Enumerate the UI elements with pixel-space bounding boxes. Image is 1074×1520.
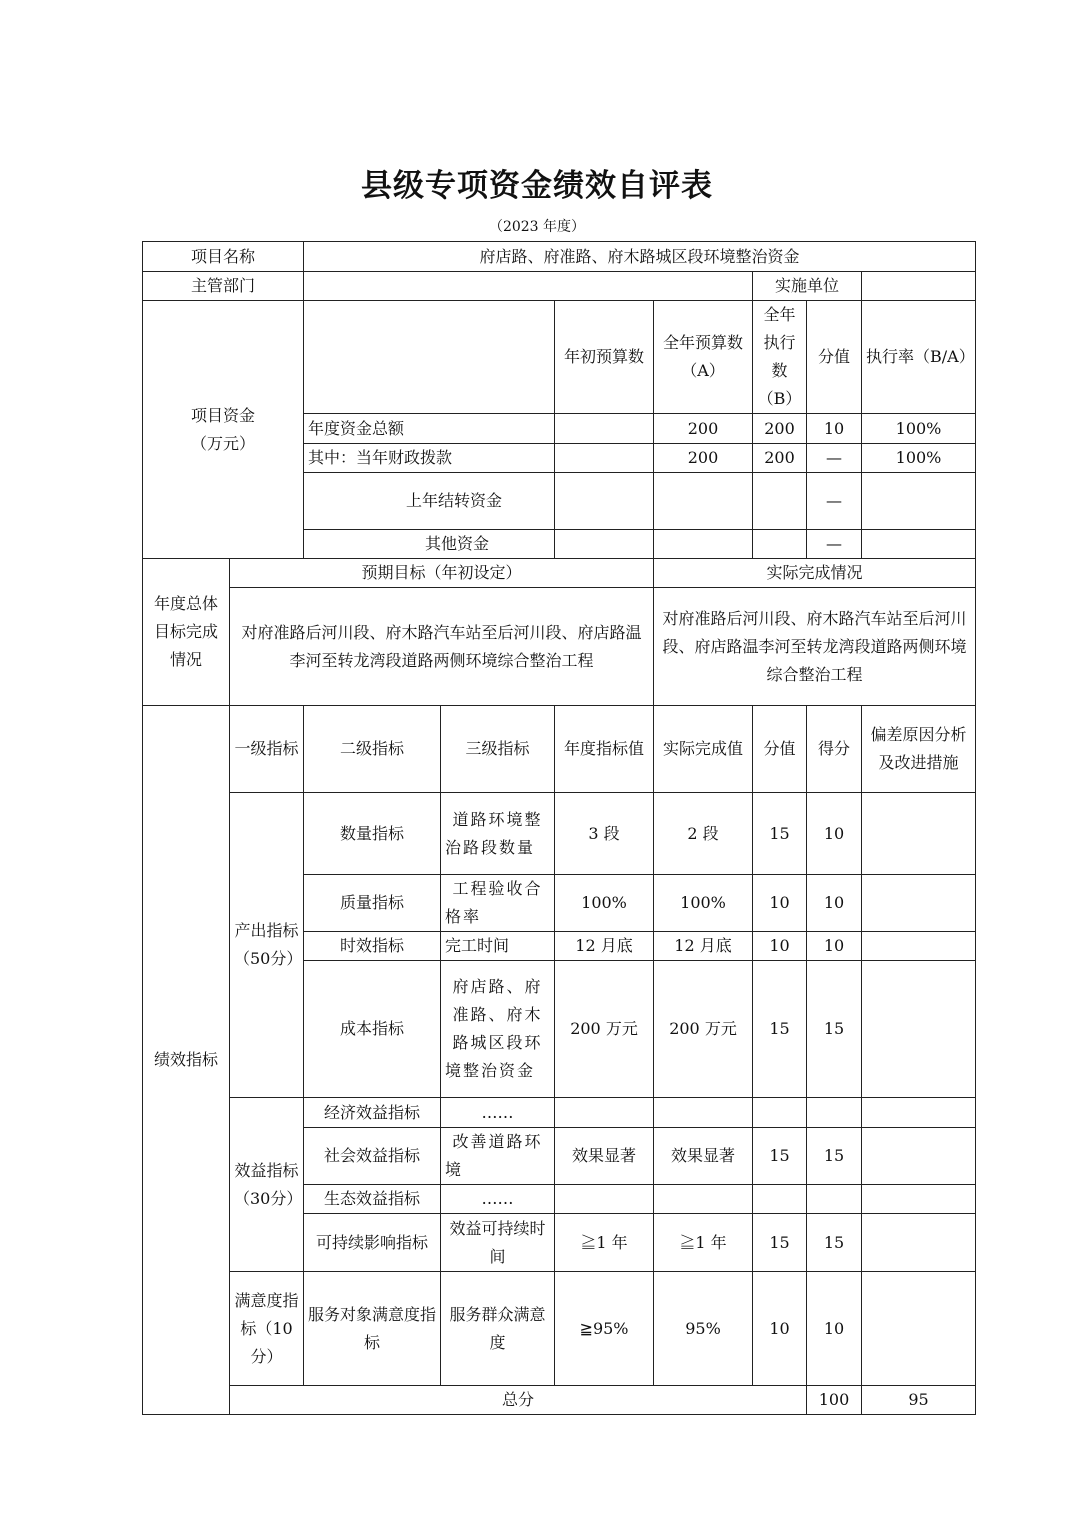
dept-label: 主管部门 [143,272,304,301]
indicator-target: 200 万元 [555,961,654,1098]
document-title: 县级专项资金绩效自评表 [361,168,713,204]
indicator-score: 10 [807,1272,862,1386]
indicator-target: 100% [555,875,654,932]
header-target: 年度指标值 [555,706,654,793]
indicator-value: 15 [753,1128,807,1185]
fund-row-label: 上年结转资金 [304,473,555,530]
indicator-deviation [862,932,976,961]
indicator-level2: 社会效益指标 [304,1128,441,1185]
indicator-level2: 时效指标 [304,932,441,961]
unit-value [862,272,976,301]
indicator-deviation [862,961,976,1098]
indicator-value: 15 [753,793,807,875]
fund-row-exec [753,473,807,530]
funds-section-label: 项目资金 （万元） [143,301,304,559]
header-score: 得分 [807,706,862,793]
indicator-level3: 效益可持续时间 [441,1214,555,1272]
fund-row-annual [654,530,753,559]
indicator-group-label: 效益指标（30分） [230,1098,304,1272]
indicator-score: 10 [807,793,862,875]
fund-row-label: 其他资金 [304,530,555,559]
fund-row-annual [654,473,753,530]
indicator-level3: 道路环境整治路段数量 [441,793,555,875]
indicator-level3: …… [441,1185,555,1214]
header-annual-exec: 全年执行数（B） [753,301,807,414]
indicator-group-label: 满意度指标（10分） [230,1272,304,1386]
indicator-target: 3 段 [555,793,654,875]
indicator-deviation [862,793,976,875]
header-level2: 二级指标 [304,706,441,793]
indicator-group-label: 产出指标（50分） [230,793,304,1098]
indicator-value: 10 [753,1272,807,1386]
indicator-actual: 效果显著 [654,1128,753,1185]
indicator-level2: 数量指标 [304,793,441,875]
header-score-value: 分值 [807,301,862,414]
fund-row-initial [555,414,654,444]
indicator-value: 15 [753,1214,807,1272]
indicator-target: ≧95% [555,1272,654,1386]
indicator-deviation [862,1272,976,1386]
indicator-actual [654,1185,753,1214]
fund-row-label: 年度资金总额 [304,414,555,444]
indicator-score [807,1098,862,1128]
fund-row-rate: 100% [862,444,976,473]
goals-section-label: 年度总体目标完成情况 [143,559,230,706]
header-initial-budget: 年初预算数 [555,301,654,414]
indicator-value: 10 [753,875,807,932]
actual-goal-text: 对府准路后河川段、府木路汽车站至后河川段、府店路温李河至转龙湾段道路两侧环境综合整治工程 [654,588,976,706]
indicator-deviation [862,1185,976,1214]
indicator-actual: ≧1 年 [654,1214,753,1272]
indicator-target: ≧1 年 [555,1214,654,1272]
indicator-score: 15 [807,961,862,1098]
indicator-actual: 12 月底 [654,932,753,961]
indicator-target [555,1098,654,1128]
header-level3: 三级指标 [441,706,555,793]
fund-row-exec: 200 [753,414,807,444]
indicator-deviation [862,1214,976,1272]
header-level1: 一级指标 [230,706,304,793]
fund-row-rate [862,530,976,559]
indicator-deviation [862,1098,976,1128]
indicator-level2: 可持续影响指标 [304,1214,441,1272]
project-name-label: 项目名称 [143,242,304,272]
header-actual: 实际完成值 [654,706,753,793]
header-deviation: 偏差原因分析及改进措施 [862,706,976,793]
fund-row-initial [555,530,654,559]
fund-row-exec [753,530,807,559]
indicator-level3: 服务群众满意度 [441,1272,555,1386]
indicator-level3: 府店路、府准路、府木路城区段环境整治资金 [441,961,555,1098]
fund-row-initial [555,473,654,530]
indicator-level3: …… [441,1098,555,1128]
indicator-target: 12 月底 [555,932,654,961]
header-exec-rate: 执行率（B/A） [862,301,976,414]
dept-value [304,272,753,301]
self-evaluation-table [142,241,976,1415]
indicator-level3: 工程验收合格率 [441,875,555,932]
fund-row-exec: 200 [753,444,807,473]
indicator-level2: 质量指标 [304,875,441,932]
indicator-actual: 100% [654,875,753,932]
indicator-value: 10 [753,932,807,961]
indicator-actual [654,1098,753,1128]
indicator-value [753,1098,807,1128]
fund-row-label: 其中：当年财政拨款 [304,444,555,473]
indicator-value: 15 [753,961,807,1098]
indicator-level3: 改善道路环境 [441,1128,555,1185]
fund-row-value: — [807,444,862,473]
header-value: 分值 [753,706,807,793]
indicator-value [753,1185,807,1214]
header-annual-budget: 全年预算数（A） [654,301,753,414]
fund-row-value: — [807,530,862,559]
indicator-score: 10 [807,875,862,932]
expected-goal-text: 对府准路后河川段、府木路汽车站至后河川段、府店路温李河至转龙湾段道路两侧环境综合整治工程 [230,588,654,706]
fund-row-annual: 200 [654,414,753,444]
fund-row-initial [555,444,654,473]
fund-row-value: 10 [807,414,862,444]
indicator-level2: 经济效益指标 [304,1098,441,1128]
indicator-level3: 完工时间 [441,932,555,961]
fund-row-value: — [807,473,862,530]
expected-goal-header: 预期目标（年初设定） [230,559,654,588]
indicator-score: 15 [807,1128,862,1185]
indicator-deviation [862,1128,976,1185]
funds-header-blank [304,301,555,414]
fund-row-rate [862,473,976,530]
indicators-section-label: 绩效指标 [143,706,230,1415]
fund-row-rate: 100% [862,414,976,444]
indicator-actual: 200 万元 [654,961,753,1098]
indicator-score: 15 [807,1214,862,1272]
indicator-target [555,1185,654,1214]
total-label: 总分 [230,1386,807,1415]
total-score: 95 [862,1386,976,1415]
unit-label: 实施单位 [753,272,862,301]
indicator-level2: 服务对象满意度指标 [304,1272,441,1386]
indicator-score: 10 [807,932,862,961]
actual-goal-header: 实际完成情况 [654,559,976,588]
indicator-actual: 95% [654,1272,753,1386]
total-value: 100 [807,1386,862,1415]
fund-row-annual: 200 [654,444,753,473]
indicator-level2: 生态效益指标 [304,1185,441,1214]
indicator-target: 效果显著 [555,1128,654,1185]
document-year: （2023 年度） [488,219,586,235]
indicator-level2: 成本指标 [304,961,441,1098]
indicator-deviation [862,875,976,932]
indicator-score [807,1185,862,1214]
project-name-value: 府店路、府准路、府木路城区段环境整治资金 [304,242,976,272]
indicator-actual: 2 段 [654,793,753,875]
